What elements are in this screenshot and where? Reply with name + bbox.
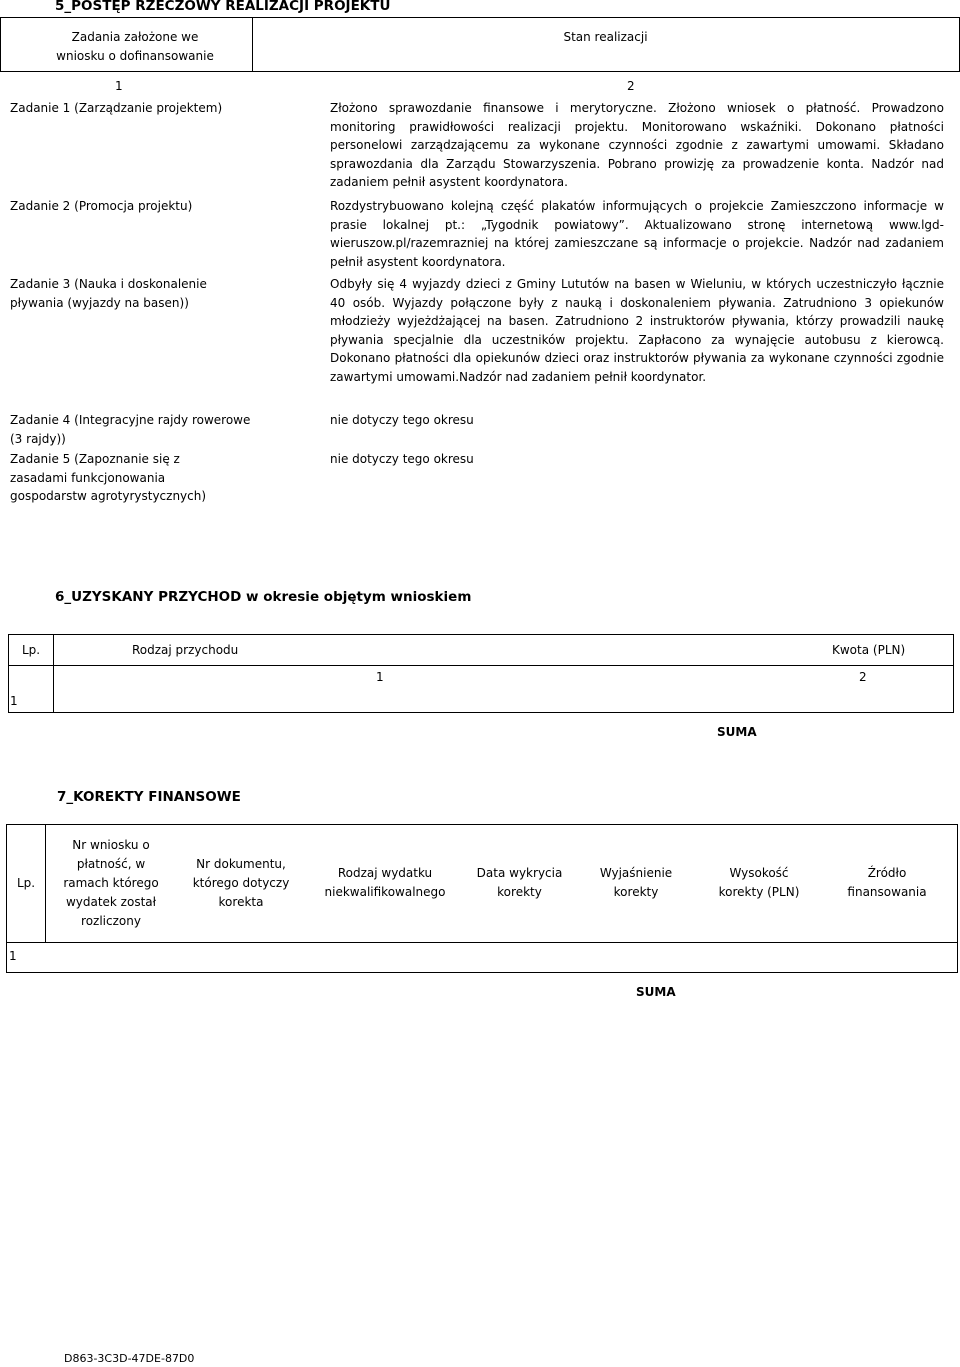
corr-header-funding-source: Źródło finansowania <box>847 866 927 899</box>
task-2: Zadanie 2 (Promocja projektu) <box>10 199 193 213</box>
task-5: Zadanie 5 (Zapoznanie się z zasadami funkcjonowania gospodarstw agrotyrystycznych) <box>10 452 207 503</box>
income-sum-label: SUMA <box>717 725 757 739</box>
corr-header-amount: Wysokość korekty (PLN) <box>718 866 800 899</box>
income-col-number-1: 1 <box>376 670 384 684</box>
section6-title: 6_UZYSKANY PRZYCHOD w okresie objętym wnioskiem <box>55 589 472 605</box>
status-1: Złożono sprawozdanie finansowe i merytoryczne. Złożono wniosek o płatność. Prowadzono monitoring prawidłowości realizacji projektu. Monitorowano wskaźniki. Dokonano płatności personelowi zarządzającemu za wykonane czynności zgodnie z zawartymi umowami. Składano sprawozdania dla Zarządu Stowarzyszenia. Pobrano prowizję za prowadzenie konta. Nadzór nad zadaniem pełnił asystent koordynatora. <box>330 101 944 190</box>
section5-title: 5_POSTĘP RZECZOWY REALIZACJI PROJEKTU <box>55 0 391 14</box>
col-number-2: 2 <box>627 79 635 93</box>
corr-header-lp: Lp. <box>16 875 36 890</box>
header-tasks: Zadania założone we wniosku o dofinansowanie <box>56 30 214 63</box>
status-5: nie dotyczy tego okresu <box>330 452 474 466</box>
corr-header-document-no: Nr dokumentu, którego dotyczy korekta <box>192 856 290 909</box>
income-row-number: 1 <box>10 694 18 708</box>
task-1: Zadanie 1 (Zarządzanie projektem) <box>10 101 223 115</box>
status-3: Odbyły się 4 wyjazdy dzieci z Gminy Lututów na basen w Wieluniu, w których uczestniczyło łącznie 40 osób. Wyjazdy połączone były z nauką i doskonaleniem pływania. Zatrudniono 3 opiekunów młodzieży wyjeżdżającej na basen. Zatrudniono 2 instruktorów pływania, którzy prowadzili naukę pływania specjalnie dla uczestników projektu. Zapłacono za wynajęcie autobusu z kierowcą. Dokonano płatności dla opiekunów dzieci oraz instruktorów pływania za wykonane czynności zgodnie zawartymi umowami.Nadzór nad zadaniem pełnił koordynator. <box>330 277 944 384</box>
col-number-1: 1 <box>115 79 123 93</box>
income-col-number-2: 2 <box>859 670 867 684</box>
income-header-type: Rodzaj przychodu <box>132 643 239 657</box>
status-4: nie dotyczy tego okresu <box>330 413 474 427</box>
section7-title: 7_KOREKTY FINANSOWE <box>57 789 241 805</box>
corr-header-application-no: Nr wniosku o płatność, w ramach którego wydatek został rozliczony <box>63 837 159 928</box>
income-header-lp: Lp. <box>22 643 41 657</box>
corr-row-number: 1 <box>9 949 17 963</box>
task-3: Zadanie 3 (Nauka i doskonalenie pływania (wyjazdy na basen)) <box>10 277 207 310</box>
corr-header-explanation: Wyjaśnienie korekty <box>599 866 673 899</box>
header-status: Stan realizacji <box>563 29 648 44</box>
income-header-amount: Kwota (PLN) <box>832 643 906 657</box>
corr-header-expense-type: Rodzaj wydatku niekwalifikowalnego <box>324 866 446 899</box>
document-code: D863-3C3D-47DE-87D0 <box>64 1352 195 1365</box>
task-4: Zadanie 4 (Integracyjne rajdy rowerowe (3 rajdy)) <box>10 413 251 446</box>
corr-header-detection-date: Data wykrycia korekty <box>476 866 563 899</box>
status-2: Rozdystrybuowano kolejną część plakatów informujących o projekcie Zamieszczono informacje w prasie lokalnej pt.: „Tygodnik powiatowy”. Aktualizowano stronę internetową www.lgd-wieruszow.pl/razemrazniej na której zamieszczane są informacje o projekcie. Nadzór nad zadaniem pełnił asystent koordynatora. <box>330 199 944 269</box>
corrections-sum-label: SUMA <box>636 985 676 999</box>
